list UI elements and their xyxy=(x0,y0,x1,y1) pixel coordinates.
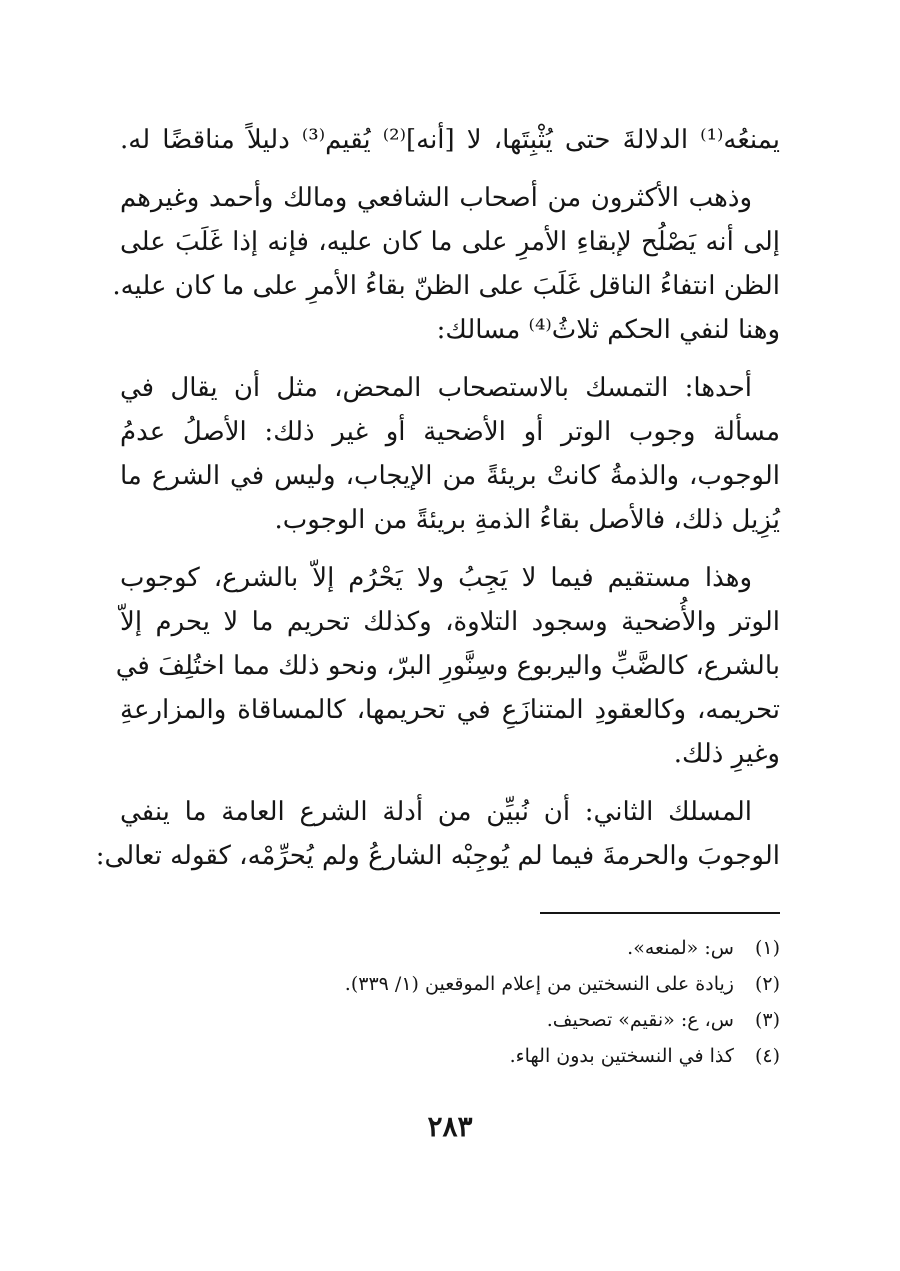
footnote-number: (٢) xyxy=(754,973,780,995)
paragraph-gap xyxy=(120,542,780,556)
footnote-text: كذا في النسختين بدون الهاء. xyxy=(509,1045,734,1067)
text-line: يُزِيل ذلك، فالأصل بقاءُ الذمةِ بريئةً من الوجوب. xyxy=(274,505,780,535)
footnote-number: (٣) xyxy=(754,1009,780,1031)
footnote-number: (٤) xyxy=(754,1045,780,1067)
footnote-item xyxy=(120,966,780,1002)
text-line: إلى أنه يَصْلُح لإبقاءِ الأمرِ على ما كان عليه، فإنه إذا غَلَبَ على xyxy=(120,227,780,257)
text-line: مسألة وجوب الوتر أو الأضحية أو غير ذلك: الأصلُ عدمُ xyxy=(120,417,780,447)
text-line: تحريمه، وكالعقودِ المتنازَعِ في تحريمها، كالمساقاة والمزارعةِ xyxy=(120,695,780,725)
footnote-text: س، ع: «نقيم» تصحيف. xyxy=(546,1009,734,1031)
footnote-list xyxy=(120,930,780,1074)
footnote-item xyxy=(120,1038,780,1074)
text-line: وهنا لنفي الحكم ثلاثُ⁽⁴⁾ مسالك: xyxy=(436,315,780,345)
text-line: وهذا مستقيم فيما لا يَجِبُ ولا يَحْرُم إلاّ بالشرع، كوجوب xyxy=(120,563,752,593)
footnote-number: (١) xyxy=(754,937,780,959)
paragraph-gap xyxy=(120,776,780,790)
footnote-text: س: «لمنعه». xyxy=(627,937,734,959)
page-number: ٢٨٣ xyxy=(427,1110,473,1143)
text-line: وغيرِ ذلك. xyxy=(673,739,780,769)
paragraph-gap xyxy=(120,352,780,366)
text-line: الوجوب، والذمةُ كانتْ بريئةً من الإيجاب، وليس في الشرع ما xyxy=(120,461,780,491)
text-line: الوجوبَ والحرمةَ فيما لم يُوجِبْه الشارعُ ولم يُحرِّمْه، كقوله تعالى: xyxy=(95,841,780,871)
footnote-item xyxy=(120,1002,780,1038)
text-line: الظن انتفاءُ الناقل غَلَبَ على الظنّ بقاءُ الأمرِ على ما كان عليه. xyxy=(112,271,780,301)
main-text xyxy=(95,118,780,878)
footnote-text: زيادة على النسختين من إعلام الموقعين (١/ ٣٣٩). xyxy=(344,973,734,995)
footnote-item xyxy=(120,930,780,966)
text-line: يمنعُه⁽¹⁾ الدلالةَ حتى يُثْبِتَها، لا [أنه]⁽²⁾ يُقيم⁽³⁾ دليلاً مناقضًا له. xyxy=(120,125,780,155)
text-line: الوتر والأُضحية وسجود التلاوة، وكذلك تحريم ما لا يحرم إلاّ xyxy=(120,607,780,637)
text-line: بالشرع، كالضَّبِّ واليربوع وسِنَّورِ البرّ، ونحو ذلك مما اختُلِفَ في xyxy=(115,651,780,681)
text-line: وذهب الأكثرون من أصحاب الشافعي ومالك وأحمد وغيرهم xyxy=(120,183,752,213)
text-line: المسلك الثاني: أن نُبيِّن من أدلة الشرع العامة ما ينفي xyxy=(120,797,752,827)
paragraph-gap xyxy=(120,162,780,176)
footnote-divider xyxy=(540,912,780,914)
text-line: أحدها: التمسك بالاستصحاب المحض، مثل أن يقال في xyxy=(120,373,752,403)
